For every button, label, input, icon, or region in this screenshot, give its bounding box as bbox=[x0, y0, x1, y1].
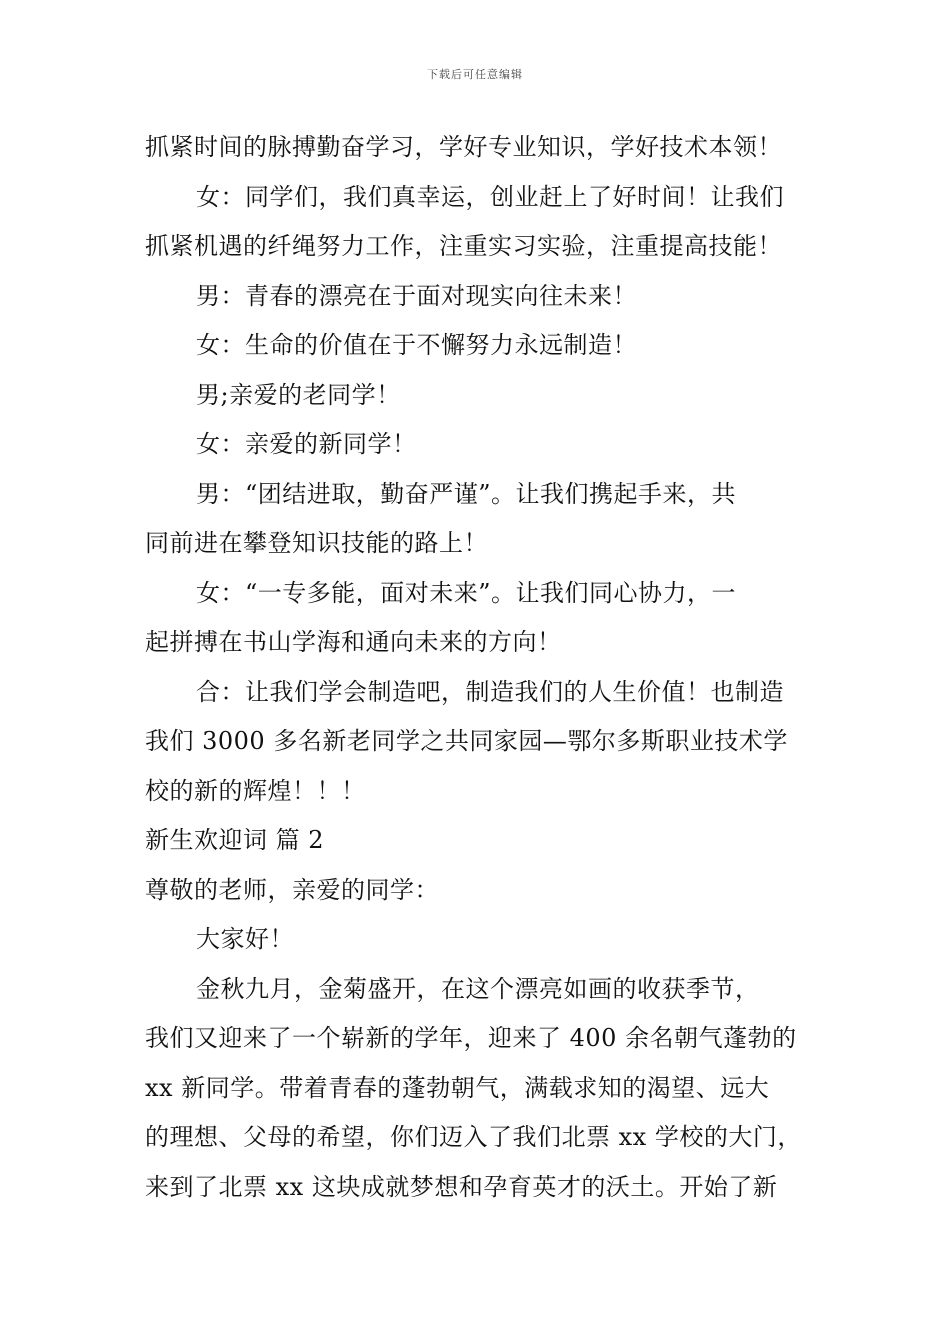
text-line: 来到了北票 xx 这块成就梦想和孕育英才的沃土。开始了新 bbox=[145, 1172, 778, 1201]
greeting: 大家好！ bbox=[196, 925, 294, 953]
text-line: 女：亲爱的新同学！ bbox=[196, 430, 417, 458]
text-line: 我们又迎来了一个崭新的学年，迎来了 400 余名朝气蓬勃的 bbox=[145, 1024, 797, 1052]
text-line: 合：让我们学会制造吧，制造我们的人生价值！也制造 bbox=[196, 677, 784, 706]
page-header-note: 下载后可任意编辑 bbox=[427, 68, 523, 81]
text-line: 女：“一专多能，面对未来”。让我们同心协力，一 bbox=[196, 578, 737, 607]
salutation: 尊敬的老师，亲爱的同学： bbox=[145, 875, 439, 904]
document-body bbox=[145, 123, 825, 1212]
text-line: 金秋九月，金菊盛开，在这个漂亮如画的收获季节， bbox=[196, 974, 760, 1003]
text-line: 男：青春的漂亮在于面对现实向往未来！ bbox=[196, 281, 637, 310]
text-line: 女：同学们，我们真幸运，创业赶上了好时间！让我们 bbox=[196, 182, 784, 211]
text-line: 同前进在攀登知识技能的路上！ bbox=[145, 529, 488, 557]
text-line: 的理想、父母的希望，你们迈入了我们北票 xx 学校的大门， bbox=[145, 1123, 802, 1151]
text-line: 抓紧时间的脉搏勤奋学习，学好专业知识，学好技术本领！ bbox=[145, 133, 782, 161]
text-line: 校的新的辉煌！！！ bbox=[145, 776, 366, 805]
text-line: 男;亲爱的老同学！ bbox=[196, 380, 401, 409]
text-line: 起拼搏在书山学海和通向未来的方向！ bbox=[145, 628, 562, 656]
text-line: 我们 3000 多名新老同学之共同家园—鄂尔多斯职业技术学 bbox=[145, 727, 788, 755]
text-line: 抓紧机遇的纤绳努力工作，注重实习实验，注重提高技能！ bbox=[145, 232, 782, 260]
text-line: 女：生命的价值在于不懈努力永远制造！ bbox=[196, 331, 637, 359]
text-line: xx 新同学。带着青春的蓬勃朝气，满载求知的渴望、远大 bbox=[145, 1073, 770, 1102]
text-line: 男：“团结进取，勤奋严谨”。让我们携起手来，共 bbox=[196, 479, 737, 508]
section-heading: 新生欢迎词 篇 2 bbox=[145, 826, 325, 854]
